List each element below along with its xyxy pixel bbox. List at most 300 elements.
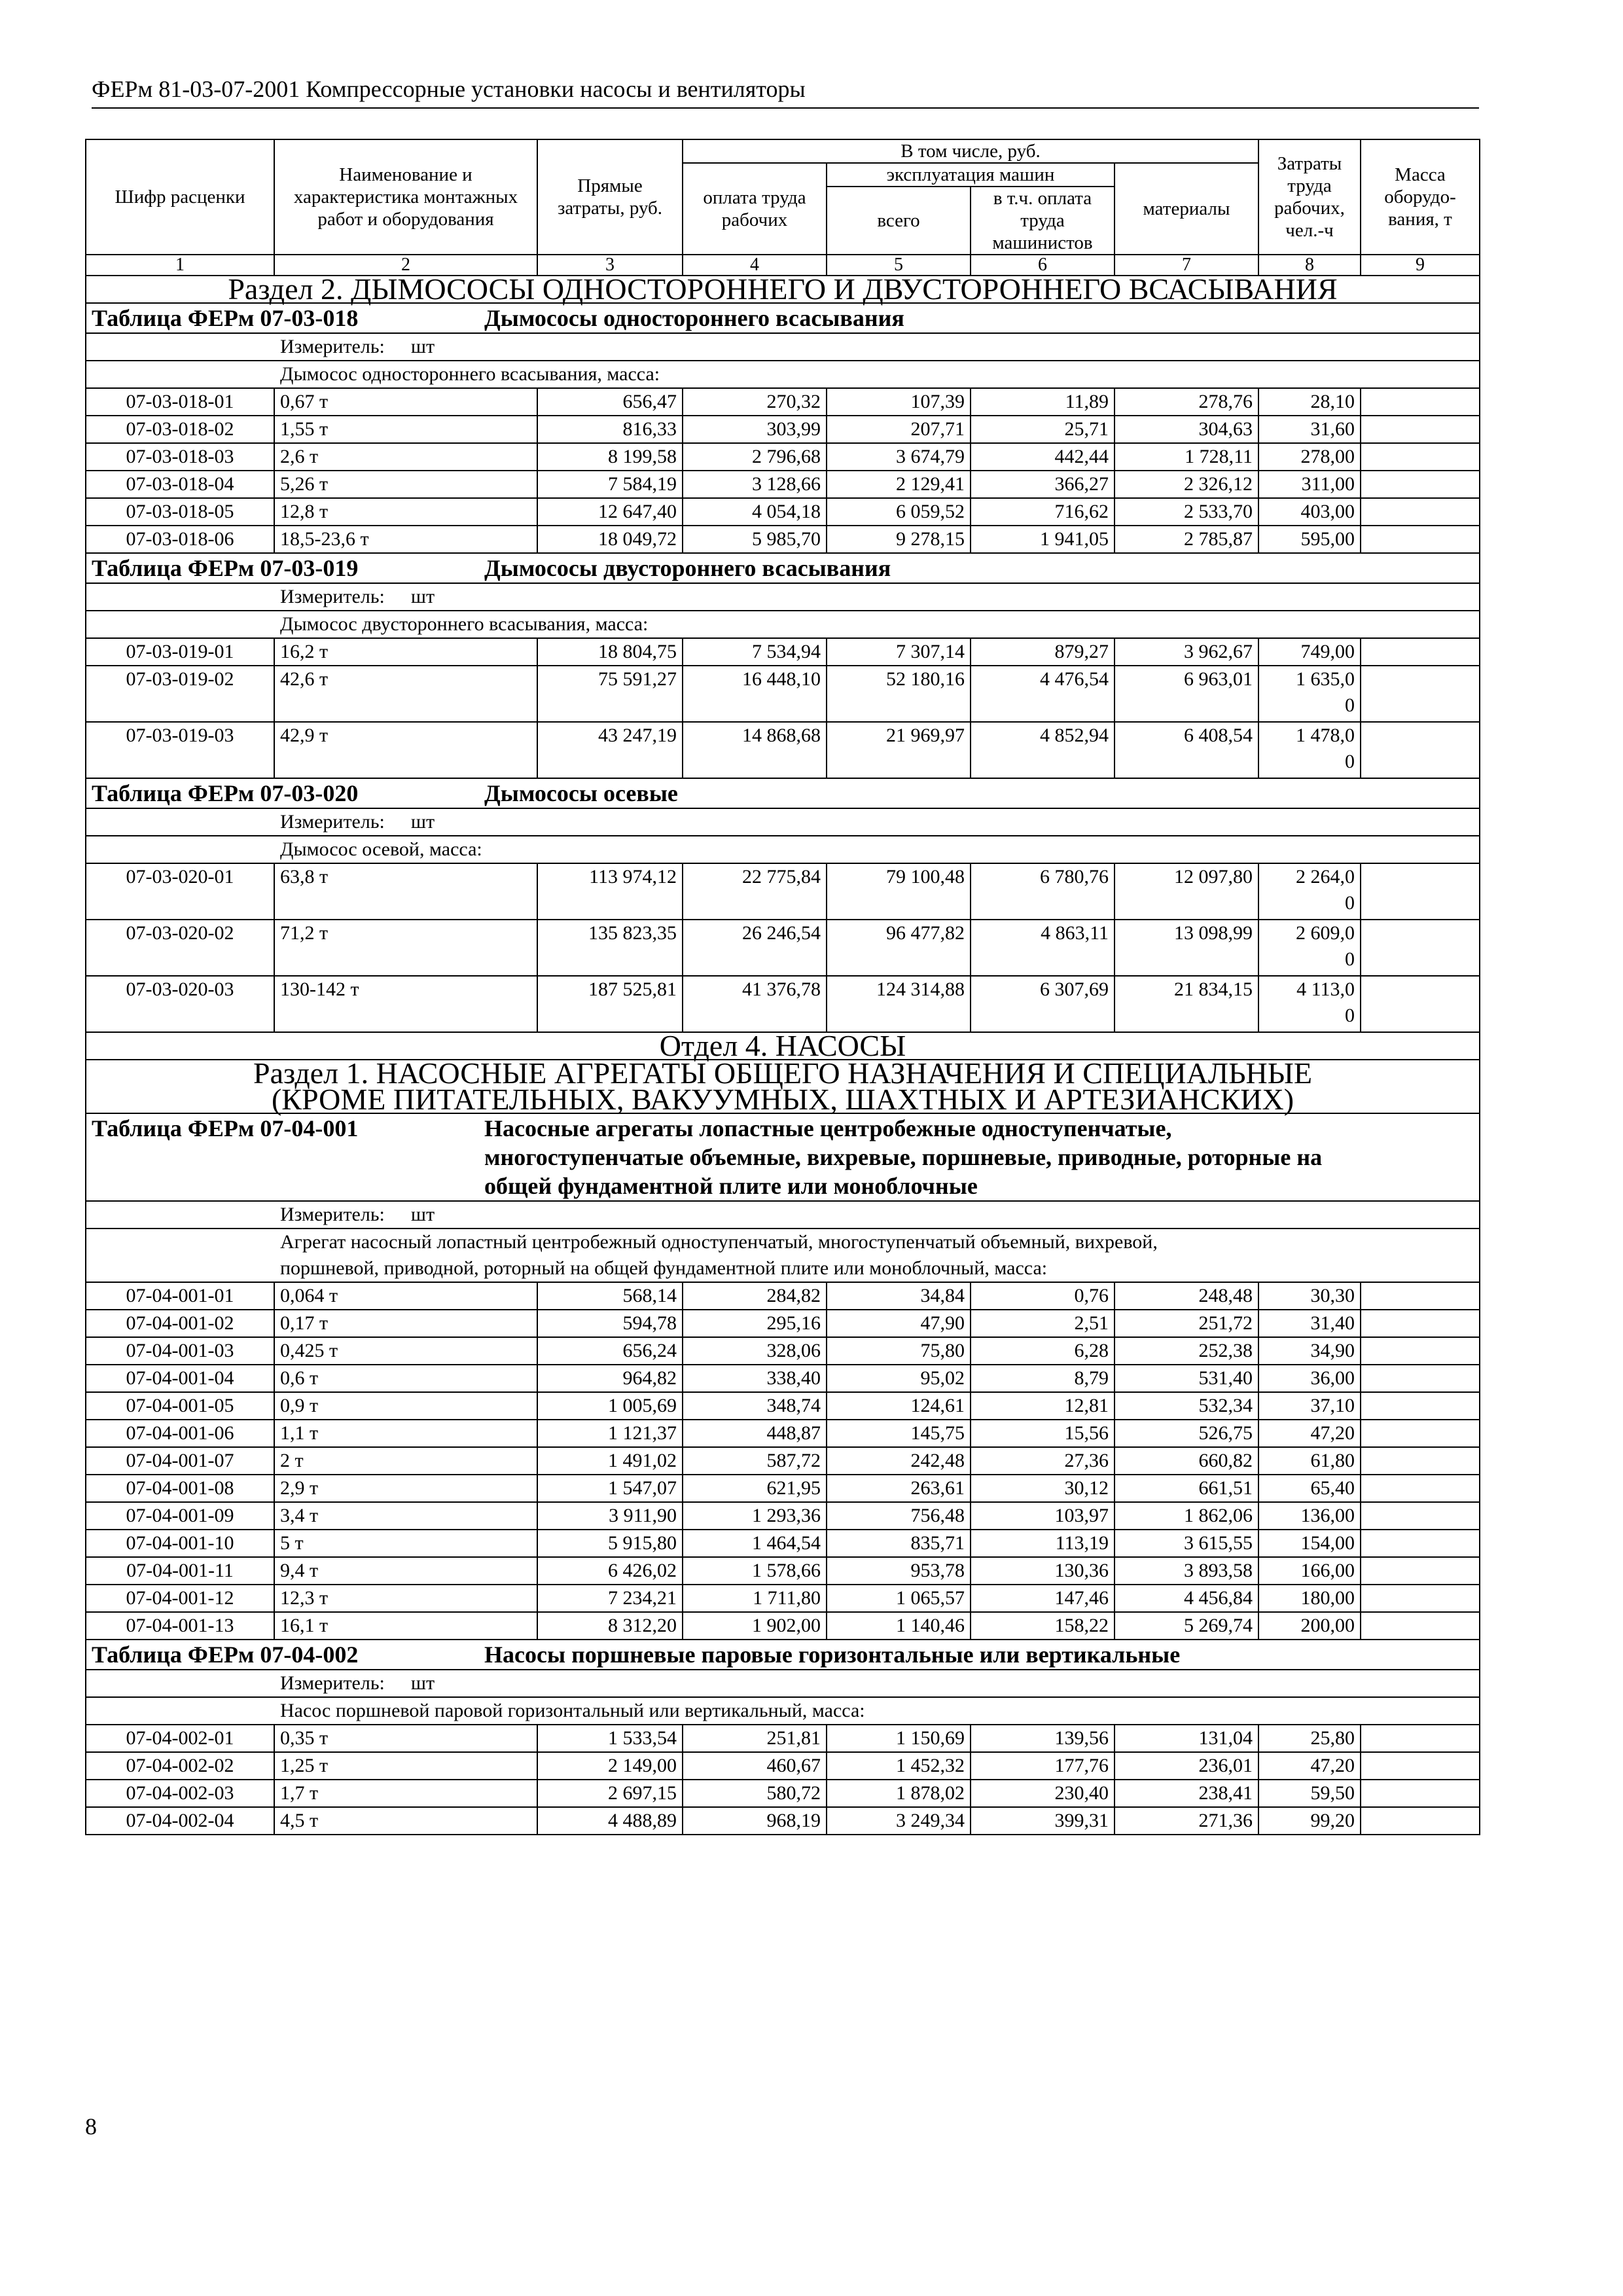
table-name [484, 779, 678, 808]
row-labor-cost: 41 376,78 [683, 976, 827, 1032]
row-code: 07-03-020-01 [86, 863, 274, 920]
row-materials-cost: 4 456,84 [1115, 1585, 1258, 1612]
row-code: 07-04-001-06 [86, 1420, 274, 1447]
table-title-row-cell [86, 303, 1480, 333]
row-machine-labor-cost: 25,71 [971, 416, 1115, 443]
row-equipment-mass [1361, 498, 1480, 526]
table-row [86, 1310, 1480, 1337]
row-labor-cost: 1 293,36 [683, 1502, 827, 1530]
subgroup-label: Дымосос осевой, масса: [280, 838, 482, 860]
row-machine-cost: 96 477,82 [827, 920, 971, 976]
table-row [86, 1282, 1480, 1310]
row-labor-cost: 1 902,00 [683, 1612, 827, 1640]
row-direct-cost: 187 525,81 [537, 976, 683, 1032]
row-code: 07-03-018-06 [86, 526, 274, 553]
table-row [86, 1392, 1480, 1420]
table-row [86, 976, 1480, 1032]
row-machine-labor-cost: 6,28 [971, 1337, 1115, 1365]
col-number: 2 [274, 255, 537, 276]
row-equipment-mass [1361, 1365, 1480, 1392]
row-machine-cost: 263,61 [827, 1475, 971, 1502]
row-direct-cost: 1 533,54 [537, 1725, 683, 1752]
table-row [86, 1725, 1480, 1752]
row-name: 2,6 т [274, 443, 537, 471]
row-machine-labor-cost: 366,27 [971, 471, 1115, 498]
subgroup-row-cell [86, 611, 1480, 638]
table-row [86, 1585, 1480, 1612]
hours-line: 0 [1345, 948, 1355, 970]
row-labor-hours: 180,00 [1258, 1585, 1361, 1612]
row-machine-labor-cost: 177,76 [971, 1752, 1115, 1780]
table-body [86, 272, 1480, 1835]
table-name-line: Насосы поршневые паровые горизонтальные или вертикальные [484, 1641, 1181, 1668]
row-direct-cost: 18 049,72 [537, 526, 683, 553]
row-direct-cost: 594,78 [537, 1310, 683, 1337]
measure-row-cell [86, 1201, 1480, 1229]
table-name [484, 1114, 1322, 1200]
row-labor-hours: 31,40 [1258, 1310, 1361, 1337]
row-direct-cost: 5 915,80 [537, 1530, 683, 1557]
page-number: 8 [85, 2113, 97, 2140]
hours-line: 0 [1345, 694, 1355, 716]
table-name-line: многоступенчатые объемные, вихревые, поршневые, приводные, роторные на [484, 1144, 1323, 1170]
row-machine-labor-cost: 1 941,05 [971, 526, 1115, 553]
row-labor-cost: 621,95 [683, 1475, 827, 1502]
row-equipment-mass [1361, 1780, 1480, 1807]
row-labor-hours: 47,20 [1258, 1752, 1361, 1780]
row-machine-labor-cost: 130,36 [971, 1557, 1115, 1585]
table-row [86, 638, 1480, 666]
row-materials-cost: 3 962,67 [1115, 638, 1258, 666]
row-machine-labor-cost: 716,62 [971, 498, 1115, 526]
row-machine-cost: 7 307,14 [827, 638, 971, 666]
table-name-line: Насосные агрегаты лопастные центробежные одноступенчатые, [484, 1115, 1172, 1141]
table-row [86, 471, 1480, 498]
row-materials-cost: 238,41 [1115, 1780, 1258, 1807]
row-machine-labor-cost: 4 863,11 [971, 920, 1115, 976]
section-heading-row [86, 276, 1480, 303]
row-machine-cost: 79 100,48 [827, 863, 971, 920]
row-labor-cost: 295,16 [683, 1310, 827, 1337]
row-machine-cost: 242,48 [827, 1447, 971, 1475]
row-equipment-mass [1361, 1475, 1480, 1502]
row-machine-labor-cost: 11,89 [971, 388, 1115, 416]
row-materials-cost: 251,72 [1115, 1310, 1258, 1337]
table-title [92, 779, 1474, 808]
row-name: 0,9 т [274, 1392, 537, 1420]
table-title-row [86, 553, 1480, 583]
row-labor-cost: 251,81 [683, 1725, 827, 1752]
measure-value: шт [410, 336, 435, 357]
measure-row-cell [86, 583, 1480, 611]
row-machine-cost: 34,84 [827, 1282, 971, 1310]
section-title: Раздел 1. НАСОСНЫЕ АГРЕГАТЫ ОБЩЕГО НАЗНАЧЕНИЯ И СПЕЦИАЛЬНЫЕ [253, 1056, 1312, 1090]
row-materials-cost: 531,40 [1115, 1365, 1258, 1392]
row-code: 07-03-020-02 [86, 920, 274, 976]
row-equipment-mass [1361, 863, 1480, 920]
row-code: 07-03-018-05 [86, 498, 274, 526]
table-title-row-cell [86, 1640, 1480, 1670]
row-machine-labor-cost: 4 476,54 [971, 666, 1115, 722]
row-equipment-mass [1361, 416, 1480, 443]
row-equipment-mass [1361, 388, 1480, 416]
row-code: 07-04-001-05 [86, 1392, 274, 1420]
measure-value: шт [410, 1204, 435, 1225]
row-direct-cost: 2 149,00 [537, 1752, 683, 1780]
row-direct-cost: 2 697,15 [537, 1780, 683, 1807]
col-number: 7 [1115, 255, 1258, 276]
row-materials-cost: 236,01 [1115, 1752, 1258, 1780]
row-code: 07-04-001-08 [86, 1475, 274, 1502]
row-materials-cost: 12 097,80 [1115, 863, 1258, 920]
row-equipment-mass [1361, 1530, 1480, 1557]
row-machine-labor-cost: 113,19 [971, 1530, 1115, 1557]
table-row [86, 443, 1480, 471]
row-labor-cost: 4 054,18 [683, 498, 827, 526]
table-title-row [86, 303, 1480, 333]
row-name: 1,25 т [274, 1752, 537, 1780]
row-labor-cost: 1 711,80 [683, 1585, 827, 1612]
row-machine-labor-cost: 2,51 [971, 1310, 1115, 1337]
table-row [86, 863, 1480, 920]
table-label: Таблица ФЕРм 07-04-002 [92, 1641, 359, 1668]
table-row [86, 416, 1480, 443]
row-equipment-mass [1361, 1725, 1480, 1752]
table-title [92, 554, 1474, 583]
table-row [86, 1337, 1480, 1365]
row-labor-hours [1258, 722, 1361, 778]
row-materials-cost: 1 728,11 [1115, 443, 1258, 471]
row-name: 0,064 т [274, 1282, 537, 1310]
row-labor-hours [1258, 920, 1361, 976]
row-materials-cost: 2 785,87 [1115, 526, 1258, 553]
row-name: 42,9 т [274, 722, 537, 778]
row-machine-cost: 953,78 [827, 1557, 971, 1585]
col-header-machines-labor: в т.ч. оплата труда машинистов [971, 187, 1115, 255]
section-heading-row-cell [86, 1056, 1480, 1116]
row-name: 5 т [274, 1530, 537, 1557]
row-labor-hours: 25,80 [1258, 1725, 1361, 1752]
row-materials-cost: 2 326,12 [1115, 471, 1258, 498]
row-equipment-mass [1361, 1282, 1480, 1310]
row-machine-labor-cost: 30,12 [971, 1475, 1115, 1502]
col-number: 3 [537, 255, 683, 276]
row-name: 16,1 т [274, 1612, 537, 1640]
row-machine-cost: 6 059,52 [827, 498, 971, 526]
col-header-code: Шифр расценки [86, 139, 274, 255]
row-machine-cost: 756,48 [827, 1502, 971, 1530]
row-direct-cost: 8 312,20 [537, 1612, 683, 1640]
row-machine-labor-cost: 15,56 [971, 1420, 1115, 1447]
col-header-hours: Затраты труда рабочих, чел.-ч [1258, 139, 1361, 255]
measure-row [86, 1201, 1480, 1229]
row-equipment-mass [1361, 1557, 1480, 1585]
row-direct-cost: 4 488,89 [537, 1807, 683, 1835]
measure-label: Измеритель: [280, 1204, 385, 1225]
row-equipment-mass [1361, 666, 1480, 722]
subgroup-label: поршневой, приводной, роторный на общей фундаментной плите или моноблочный, масса: [280, 1257, 1048, 1279]
row-machine-cost: 835,71 [827, 1530, 971, 1557]
row-code: 07-04-001-09 [86, 1502, 274, 1530]
row-labor-hours: 31,60 [1258, 416, 1361, 443]
running-header: ФЕРм 81-03-07-2001 Компрессорные установки насосы и вентиляторы [92, 73, 1479, 109]
hours-line: 0 [1345, 751, 1355, 772]
row-equipment-mass [1361, 1447, 1480, 1475]
subgroup-label: Агрегат насосный лопастный центробежный одноступенчатый, многоступенчатый объемный, вихревой, [280, 1231, 1158, 1253]
measure-unit [92, 809, 1474, 835]
row-name: 9,4 т [274, 1557, 537, 1585]
row-machine-cost: 1 878,02 [827, 1780, 971, 1807]
row-materials-cost: 3 893,58 [1115, 1557, 1258, 1585]
hours-line: 0 [1345, 892, 1355, 914]
row-labor-cost: 270,32 [683, 388, 827, 416]
row-name: 1,1 т [274, 1420, 537, 1447]
row-equipment-mass [1361, 638, 1480, 666]
subgroup-row-cell [86, 1229, 1480, 1282]
row-labor-cost: 348,74 [683, 1392, 827, 1420]
row-code: 07-03-020-03 [86, 976, 274, 1032]
hours-line: 4 113,0 [1296, 978, 1355, 1000]
row-direct-cost: 6 426,02 [537, 1557, 683, 1585]
row-machine-labor-cost: 230,40 [971, 1780, 1115, 1807]
row-labor-cost: 16 448,10 [683, 666, 827, 722]
row-labor-hours: 37,10 [1258, 1392, 1361, 1420]
row-direct-cost: 12 647,40 [537, 498, 683, 526]
subgroup-row-cell [86, 361, 1480, 388]
row-equipment-mass [1361, 1752, 1480, 1780]
row-direct-cost: 8 199,58 [537, 443, 683, 471]
hours-line: 0 [1345, 1005, 1355, 1026]
row-labor-hours [1258, 863, 1361, 920]
row-direct-cost: 135 823,35 [537, 920, 683, 976]
table-name [484, 304, 904, 332]
row-direct-cost: 75 591,27 [537, 666, 683, 722]
row-direct-cost: 1 491,02 [537, 1447, 683, 1475]
row-machine-cost: 1 140,46 [827, 1612, 971, 1640]
row-direct-cost: 964,82 [537, 1365, 683, 1392]
row-direct-cost: 656,24 [537, 1337, 683, 1365]
table-row [86, 1807, 1480, 1835]
row-labor-cost: 580,72 [683, 1780, 827, 1807]
row-materials-cost: 5 269,74 [1115, 1612, 1258, 1640]
row-direct-cost: 113 974,12 [537, 863, 683, 920]
row-machine-cost: 207,71 [827, 416, 971, 443]
measure-value: шт [410, 1672, 435, 1694]
table-title-row [86, 1640, 1480, 1670]
row-materials-cost: 6 408,54 [1115, 722, 1258, 778]
table-row [86, 1447, 1480, 1475]
subgroup-row-cell [86, 1697, 1480, 1725]
measure-label: Измеритель: [280, 1672, 385, 1694]
row-labor-cost: 303,99 [683, 416, 827, 443]
row-labor-hours: 278,00 [1258, 443, 1361, 471]
measure-label: Измеритель: [280, 336, 385, 357]
subgroup-label: Дымосос двустороннего всасывания, масса: [280, 613, 649, 635]
row-equipment-mass [1361, 471, 1480, 498]
section-title: (КРОМЕ ПИТАТЕЛЬНЫХ, ВАКУУМНЫХ, ШАХТНЫХ И АРТЕЗИАНСКИХ) [271, 1083, 1294, 1116]
row-direct-cost: 18 804,75 [537, 638, 683, 666]
col-header-name: Наименование и характеристика монтажных работ и оборудования [274, 139, 537, 255]
measure-unit [92, 584, 1474, 610]
table-row [86, 1475, 1480, 1502]
row-name: 71,2 т [274, 920, 537, 976]
row-name: 0,67 т [274, 388, 537, 416]
row-direct-cost: 1 121,37 [537, 1420, 683, 1447]
row-equipment-mass [1361, 1310, 1480, 1337]
row-code: 07-04-002-01 [86, 1725, 274, 1752]
row-materials-cost: 248,48 [1115, 1282, 1258, 1310]
row-labor-cost: 26 246,54 [683, 920, 827, 976]
row-name: 2,9 т [274, 1475, 537, 1502]
row-materials-cost: 252,38 [1115, 1337, 1258, 1365]
row-name: 5,26 т [274, 471, 537, 498]
row-machine-labor-cost: 158,22 [971, 1612, 1115, 1640]
row-machine-labor-cost: 27,36 [971, 1447, 1115, 1475]
section-heading-row [86, 1060, 1480, 1113]
row-labor-hours: 166,00 [1258, 1557, 1361, 1585]
row-name: 42,6 т [274, 666, 537, 722]
row-labor-hours: 200,00 [1258, 1612, 1361, 1640]
row-labor-hours: 311,00 [1258, 471, 1361, 498]
row-machine-cost: 1 150,69 [827, 1725, 971, 1752]
row-direct-cost: 3 911,90 [537, 1502, 683, 1530]
col-header-materials: материалы [1115, 163, 1258, 255]
col-number: 6 [971, 255, 1115, 276]
measure-row [86, 808, 1480, 836]
hours-line: 1 635,0 [1296, 668, 1355, 690]
row-labor-cost: 587,72 [683, 1447, 827, 1475]
row-direct-cost: 568,14 [537, 1282, 683, 1310]
row-name: 3,4 т [274, 1502, 537, 1530]
row-labor-cost: 14 868,68 [683, 722, 827, 778]
row-machine-cost: 145,75 [827, 1420, 971, 1447]
table-row [86, 1557, 1480, 1585]
table-title [92, 1640, 1474, 1669]
row-code: 07-04-001-04 [86, 1365, 274, 1392]
row-machine-labor-cost: 879,27 [971, 638, 1115, 666]
table-title-row-cell [86, 553, 1480, 583]
row-direct-cost: 656,47 [537, 388, 683, 416]
row-name: 0,6 т [274, 1365, 537, 1392]
subgroup-label: Дымосос одностороннего всасывания, масса: [280, 363, 660, 385]
row-machine-cost: 21 969,97 [827, 722, 971, 778]
row-labor-hours: 59,50 [1258, 1780, 1361, 1807]
row-labor-cost: 5 985,70 [683, 526, 827, 553]
row-equipment-mass [1361, 1585, 1480, 1612]
col-header-machines-total: всего [827, 187, 971, 255]
row-direct-cost: 816,33 [537, 416, 683, 443]
row-machine-cost: 9 278,15 [827, 526, 971, 553]
row-materials-cost: 131,04 [1115, 1725, 1258, 1752]
row-machine-cost: 3 674,79 [827, 443, 971, 471]
row-code: 07-03-018-04 [86, 471, 274, 498]
row-code: 07-03-019-01 [86, 638, 274, 666]
row-labor-cost: 328,06 [683, 1337, 827, 1365]
row-machine-labor-cost: 399,31 [971, 1807, 1115, 1835]
row-name: 1,7 т [274, 1780, 537, 1807]
measure-row-cell [86, 333, 1480, 361]
row-labor-hours: 34,90 [1258, 1337, 1361, 1365]
subgroup-row [86, 361, 1480, 388]
row-code: 07-04-001-12 [86, 1585, 274, 1612]
row-machine-cost: 124 314,88 [827, 976, 971, 1032]
col-header-machines: эксплуатация машин [827, 163, 1115, 187]
measure-unit [92, 334, 1474, 360]
col-number: 1 [86, 255, 274, 276]
table-row [86, 388, 1480, 416]
row-code: 07-04-001-01 [86, 1282, 274, 1310]
row-machine-labor-cost: 6 780,76 [971, 863, 1115, 920]
measure-label: Измеритель: [280, 811, 385, 833]
row-labor-cost: 284,82 [683, 1282, 827, 1310]
measure-label: Измеритель: [280, 586, 385, 607]
row-direct-cost: 1 005,69 [537, 1392, 683, 1420]
row-machine-labor-cost: 4 852,94 [971, 722, 1115, 778]
col-number: 5 [827, 255, 971, 276]
subgroup-row [86, 836, 1480, 863]
price-table [85, 139, 1480, 1835]
section-heading-row-cell [86, 1029, 1480, 1062]
row-labor-cost: 1 464,54 [683, 1530, 827, 1557]
table-label: Таблица ФЕРм 07-04-001 [92, 1115, 359, 1141]
row-machine-cost: 107,39 [827, 388, 971, 416]
row-materials-cost: 1 862,06 [1115, 1502, 1258, 1530]
table-title-row [86, 1113, 1480, 1201]
row-code: 07-04-002-04 [86, 1807, 274, 1835]
row-labor-hours: 154,00 [1258, 1530, 1361, 1557]
table-title [92, 1114, 1474, 1200]
row-machine-cost: 3 249,34 [827, 1807, 971, 1835]
row-materials-cost: 3 615,55 [1115, 1530, 1258, 1557]
row-machine-cost: 95,02 [827, 1365, 971, 1392]
row-machine-labor-cost: 12,81 [971, 1392, 1115, 1420]
row-name: 12,3 т [274, 1585, 537, 1612]
table-label: Таблица ФЕРм 07-03-018 [92, 305, 359, 331]
subgroup-row-cell [86, 836, 1480, 863]
row-labor-hours: 749,00 [1258, 638, 1361, 666]
row-name: 0,17 т [274, 1310, 537, 1337]
row-labor-hours: 30,30 [1258, 1282, 1361, 1310]
row-code: 07-04-001-10 [86, 1530, 274, 1557]
table-label: Таблица ФЕРм 07-03-020 [92, 780, 359, 806]
row-equipment-mass [1361, 1420, 1480, 1447]
row-code: 07-03-019-03 [86, 722, 274, 778]
table-name-line: Дымососы осевые [484, 780, 678, 806]
table-name-line: общей фундаментной плите или моноблочные [484, 1173, 978, 1199]
table-row [86, 666, 1480, 722]
row-equipment-mass [1361, 920, 1480, 976]
row-machine-cost: 124,61 [827, 1392, 971, 1420]
col-number: 4 [683, 255, 827, 276]
hours-line: 2 264,0 [1296, 866, 1355, 888]
row-machine-labor-cost: 103,97 [971, 1502, 1115, 1530]
row-machine-cost: 2 129,41 [827, 471, 971, 498]
row-equipment-mass [1361, 1502, 1480, 1530]
row-equipment-mass [1361, 1337, 1480, 1365]
row-machine-labor-cost: 0,76 [971, 1282, 1115, 1310]
row-machine-labor-cost: 6 307,69 [971, 976, 1115, 1032]
table-title-row-cell [86, 778, 1480, 808]
row-materials-cost: 2 533,70 [1115, 498, 1258, 526]
table-label: Таблица ФЕРм 07-03-019 [92, 555, 359, 581]
subgroup-row [86, 1229, 1480, 1282]
row-direct-cost: 43 247,19 [537, 722, 683, 778]
row-code: 07-04-001-11 [86, 1557, 274, 1585]
row-name: 0,35 т [274, 1725, 537, 1752]
table-row [86, 920, 1480, 976]
measure-unit [92, 1202, 1474, 1228]
row-code: 07-04-001-13 [86, 1612, 274, 1640]
